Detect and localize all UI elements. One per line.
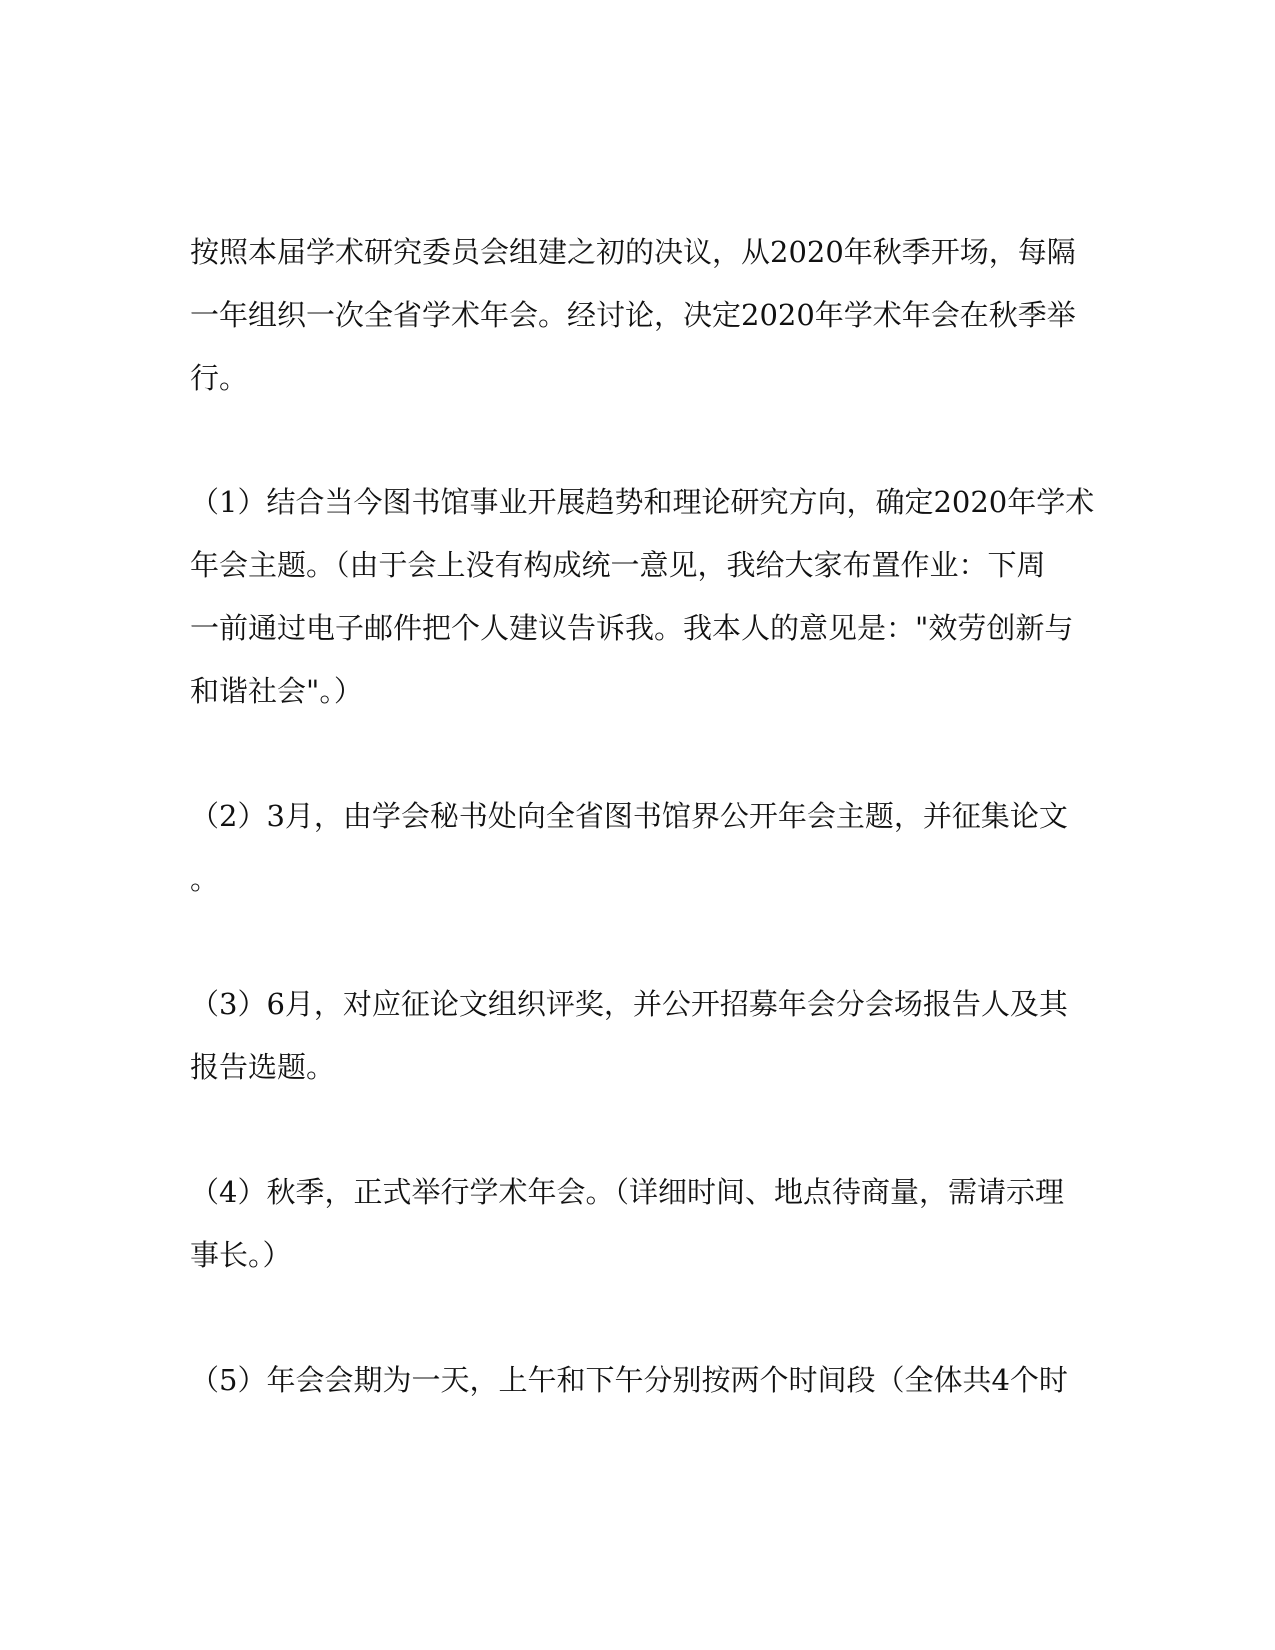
- paragraph-1-line-3: 行。: [190, 361, 249, 395]
- item-1-line-3: 一前通过电子邮件把个人建议告诉我。我本人的意见是："效劳创新与: [190, 611, 1074, 645]
- item-5-line-1: （5）年会会期为一天，上午和下午分别按两个时间段（全体共4个时: [190, 1363, 1068, 1397]
- item-1-line-1: （1）结合当今图书馆事业开展趋势和理论研究方向，确定2020年学术: [190, 485, 1095, 519]
- item-1-line-4: 和谐社会"。）: [190, 674, 363, 708]
- paragraph-1-line-1: 按照本届学术研究委员会组建之初的决议，从2020年秋季开场，每隔: [190, 235, 1076, 269]
- item-3-line-1: （3）6月，对应征论文组织评奖，并公开招募年会分会场报告人及其: [190, 987, 1068, 1021]
- paragraph-1-line-2: 一年组织一次全省学术年会。经讨论，决定2020年学术年会在秋季举: [190, 298, 1076, 332]
- item-1-line-2: 年会主题。（由于会上没有构成统一意见，我给大家布置作业：下周: [190, 548, 1046, 582]
- item-4-line-1: （4）秋季，正式举行学术年会。（详细时间、地点待商量，需请示理: [190, 1175, 1064, 1209]
- item-2-line-2: 。: [190, 862, 220, 896]
- item-2-line-1: （2）3月，由学会秘书处向全省图书馆界公开年会主题，并征集论文: [190, 799, 1068, 833]
- item-3-line-2: 报告选题。: [190, 1050, 336, 1084]
- item-4-line-2: 事长。）: [190, 1238, 292, 1272]
